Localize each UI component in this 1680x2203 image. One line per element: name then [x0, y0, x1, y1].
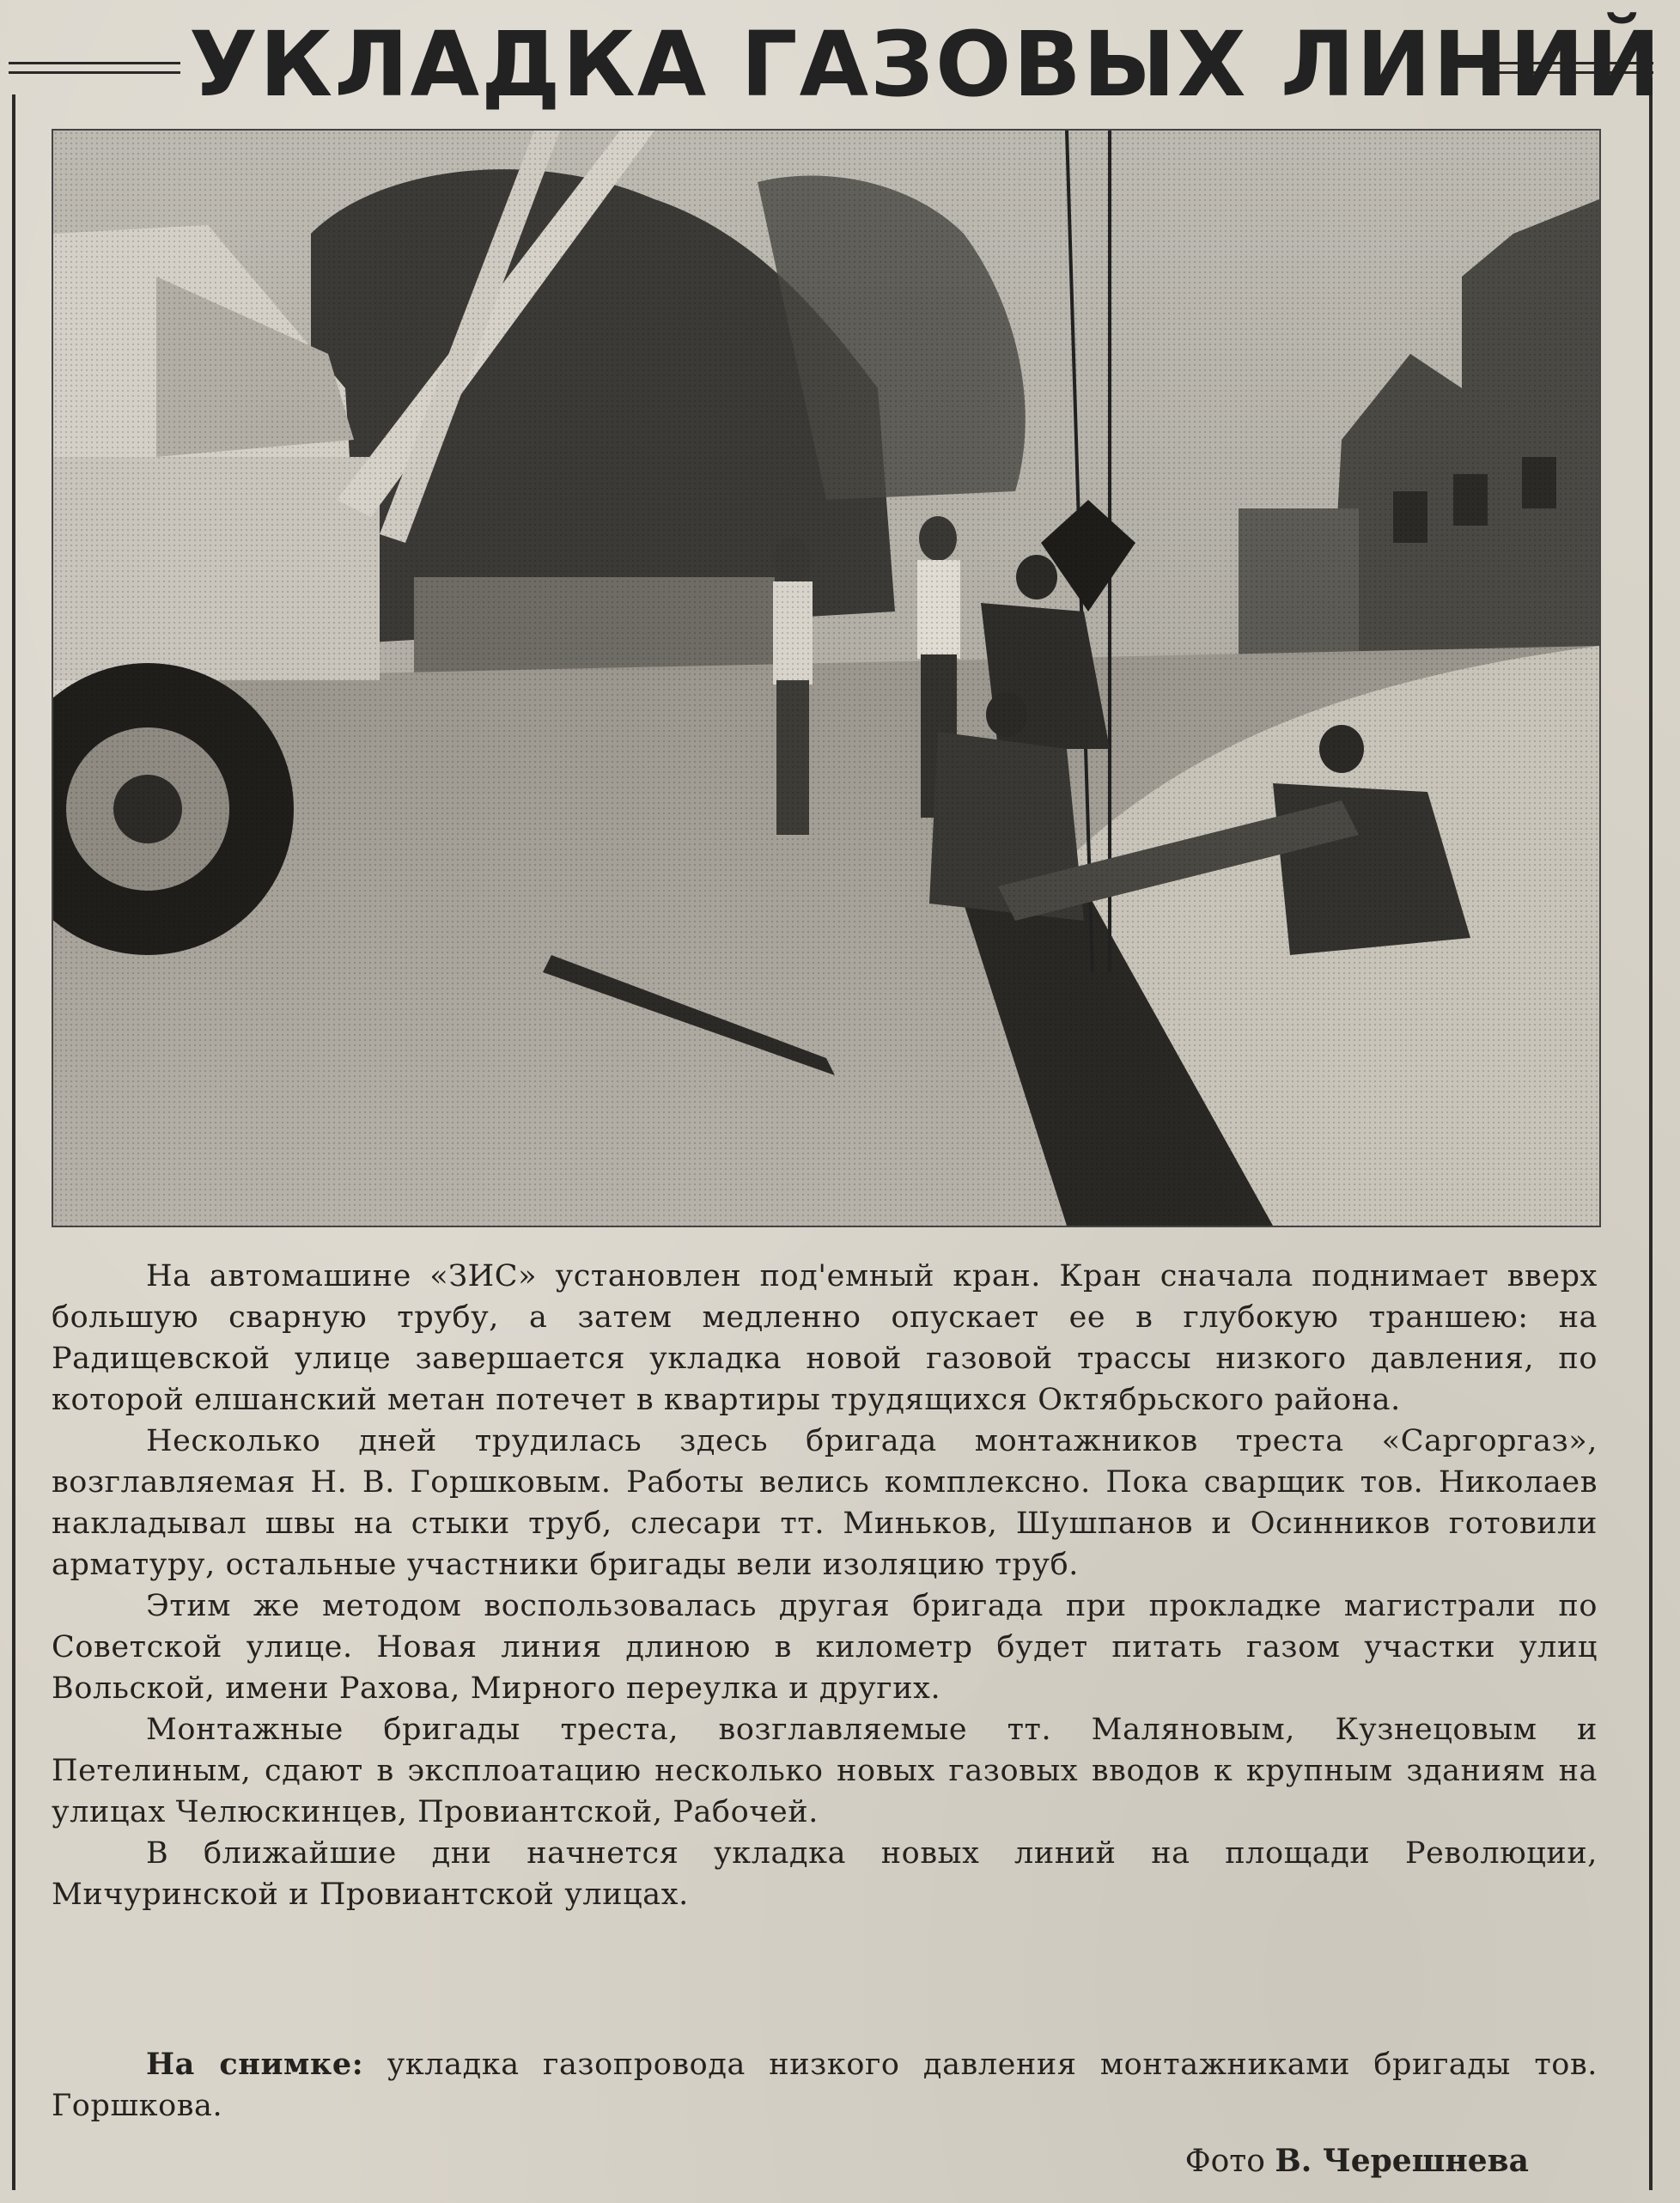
photo-credit [945, 2143, 1529, 2179]
credit-prefix: Фото [1184, 2144, 1265, 2179]
article-paragraph: Несколько дней трудилась здесь бригада монтажников треста «Саргоргаз», возглавляемая Н. В. Горшковым. Работы велись комплексно. Пока сварщик тов. Николаев накладывал швы на стыки труб, слесари тт. Миньков, Шушпанов и Осинников готовили арматуру, остальные участники бригады вели изоляцию труб. [52, 1424, 1598, 1582]
article-body [52, 1256, 1598, 1915]
column-border-right [1649, 77, 1653, 2190]
article-paragraph: В ближайшие дни начнется укладка новых линий на площади Революции, Мичуринской и Провиантской улицах. [52, 1836, 1598, 1912]
headline-rule-left [9, 62, 180, 74]
article-paragraph: Монтажные бригады треста, возглавляемые тт. Маляновым, Кузнецовым и Петелиным, сдают в эксплоатацию несколько новых газовых вводов к крупным зданиям на улицах Челюскинцев, Провиантской, Рабочей. [52, 1713, 1598, 1829]
headline: УКЛАДКА ГАЗОВЫХ ЛИНИЙ [189, 12, 1663, 117]
caption-lead: На снимке: [146, 2047, 364, 2082]
column-border-left [12, 94, 15, 2190]
photo-icon [53, 131, 1599, 1226]
caption-text: укладка газопровода низкого давления монтажниками бригады тов. Горшкова. [52, 2048, 1598, 2123]
news-photo [52, 129, 1601, 1227]
photo-caption [52, 2044, 1598, 2127]
credit-name: В. Черешнева [1275, 2143, 1529, 2179]
article-paragraph: Этим же методом воспользовалась другая бригада при прокладке магистрали по Советской улице. Новая линия длиною в километр будет питать газом участки улиц Вольской, имени Рахова, Мирного переулка и других. [52, 1589, 1598, 1706]
article-paragraph: На автомашине «ЗИС» установлен под'емный кран. Кран сначала поднимает вверх большую сварную трубу, а затем медленно опускает ее в глубокую траншею: на Радищевской улице завершается укладка новой газовой трассы низкого давления, по которой елшанский метан потечет в квартиры трудящихся Октябрьского района. [52, 1259, 1598, 1417]
